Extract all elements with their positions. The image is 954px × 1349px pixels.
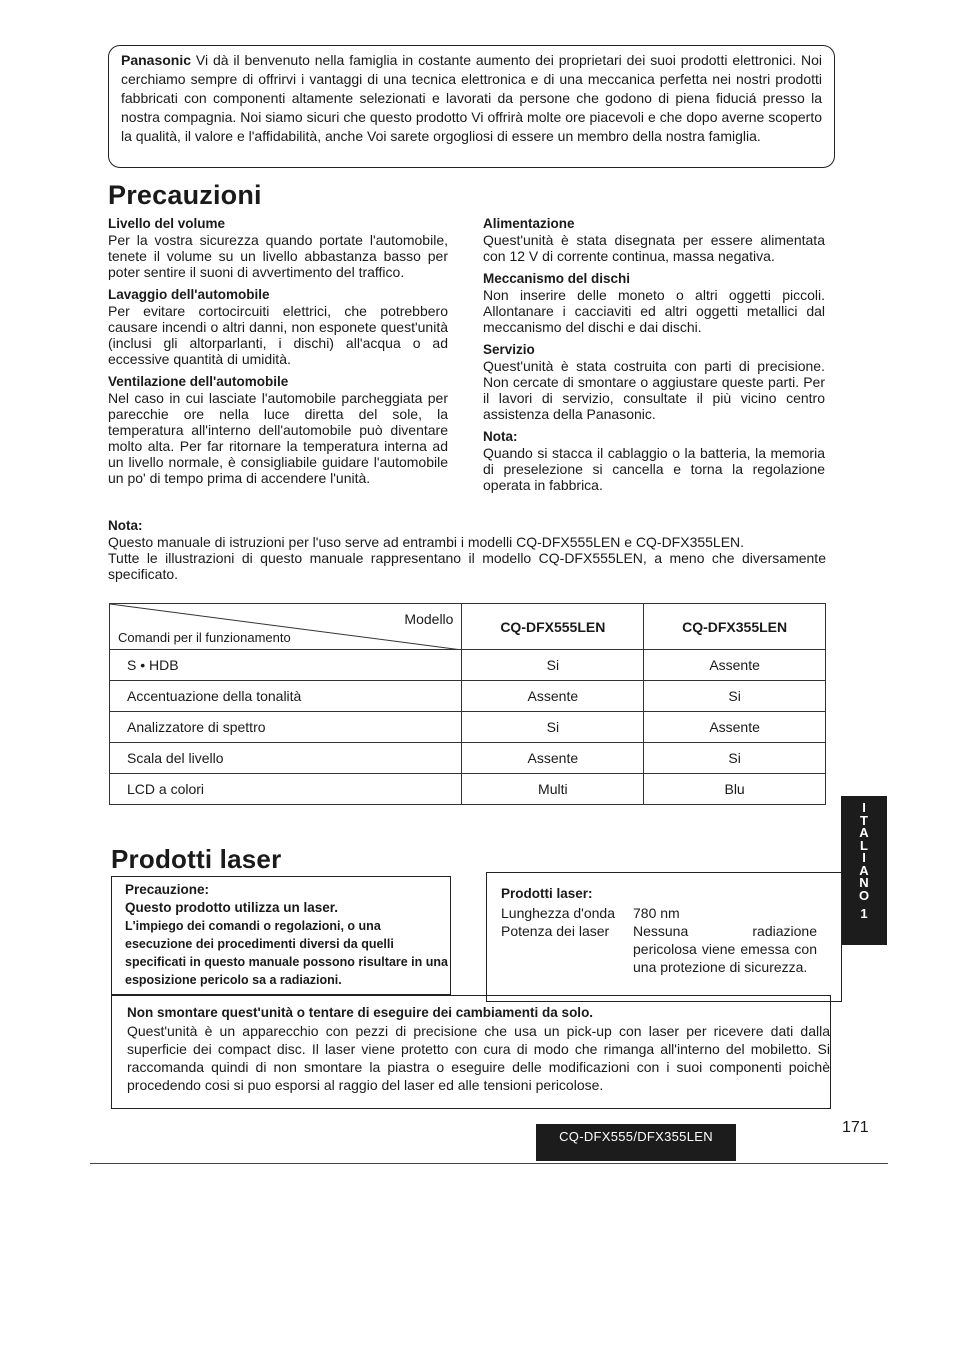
value-cell: Si xyxy=(462,712,644,743)
intro-text: Vi dà il benvenuto nella famiglia in costante aumento dei proprietari dei suoi prodotti elettronici. Noi cerchiamo sempre di offrirvi i vantaggi di una tecnica elettronica e di una meccanica perfetta nei nostri prodotti fabbricati con componenti altamente selezionati e lavorati da persone che godono di piena fiduciá presso la nostra compagnia. Noi siamo sicuri che questo prodotto Vi offrirà molte ore piacevoli e che dopo averne scoperto la qualità, il valore e l'affidabilità, anche Voi sarete orgogliosi di essere un membro della nostra famiglia. xyxy=(121,52,822,144)
spec-row xyxy=(501,904,817,922)
value-cell: Si xyxy=(644,743,826,774)
tab-section-number: 1 xyxy=(860,906,868,921)
tab-letter: A xyxy=(859,825,869,840)
corner-label-comandi: Comandi per il funzionamento xyxy=(118,630,291,645)
section-heading: Livello del volume xyxy=(108,216,226,231)
column-header: CQ-DFX355LEN xyxy=(644,604,826,650)
tab-letter: O xyxy=(858,887,870,903)
section-body: Quest'unità è stata disegnata per essere alimentata con 12 V di corrente continua, massa negativa. xyxy=(483,232,825,264)
warning-heading: Precauzione: xyxy=(125,882,210,897)
section-alimentazione xyxy=(483,216,825,264)
table-corner-cell xyxy=(110,604,462,650)
value-cell: Assente xyxy=(462,743,644,774)
spec-key: Lunghezza d'onda xyxy=(501,905,615,921)
feature-cell: Scala del livello xyxy=(110,743,462,774)
section-heading: Alimentazione xyxy=(483,216,575,231)
value-cell: Si xyxy=(644,681,826,712)
tab-letter: N xyxy=(859,875,869,890)
spec-value: 780 nm xyxy=(633,905,680,921)
tab-letter: T xyxy=(860,812,868,828)
tab-letter: L xyxy=(860,837,868,853)
model-comparison-table xyxy=(109,603,826,805)
value-cell: Assente xyxy=(644,712,826,743)
tab-letter: A xyxy=(859,862,869,878)
service-body: Quest'unità è un apparecchio con pezzi di precisione che usa un pick-up con laser per ricevere dati dalla superficie dei compact disc. Il laser viene protetto con cura di modo che rimanga all'interno del mobiletto. Si raccomanda quindi di non smontare la piastra o eseguire delle modificazioni con i suoi componenti poichè procedendo cosi si puo esporsi al raggio del laser ed alle tensioni pericolose. xyxy=(127,1023,830,1093)
table-row xyxy=(110,650,826,681)
section-meccanismo xyxy=(483,271,825,335)
table-row xyxy=(110,712,826,743)
feature-cell: Accentuazione della tonalità xyxy=(110,681,462,712)
spec-value: Nessuna radiazione pericolosa viene emessa con una protezione di sicurezza. xyxy=(633,923,817,975)
value-cell: Assente xyxy=(462,681,644,712)
intro-paragraph xyxy=(121,51,822,146)
section-body: Quest'unità è stata costruita con parti di precisione. Non cercate di smontare o aggiustare queste parti. Per il lavori di servizio, consultate il più vicino centro assistenza della Panasonic. xyxy=(483,358,825,422)
language-side-tab xyxy=(841,796,887,945)
section-heading: Nota: xyxy=(483,429,518,444)
table-header-row xyxy=(110,604,826,650)
section-heading: Servizio xyxy=(483,342,535,357)
corner-label-modello: Modello xyxy=(404,611,454,627)
table-row xyxy=(110,743,826,774)
value-cell: Si xyxy=(462,650,644,681)
laser-title: Prodotti laser xyxy=(111,844,282,874)
value-cell: Multi xyxy=(462,774,644,805)
footer-model-badge: CQ-DFX555/DFX355LEN xyxy=(536,1124,736,1161)
note-line-2: Tutte le illustrazioni di questo manuale rappresentano il modello CQ-DFX555LEN, a meno che diversamente specificato. xyxy=(108,550,826,582)
section-nota-right xyxy=(483,429,825,493)
section-body: Non inserire delle moneto o altri oggetti piccoli. Allontanare i cacciaviti ed altri oggetti metallici dal meccanismo del dischi e dai dischi. xyxy=(483,287,825,335)
feature-cell: S • HDB xyxy=(110,650,462,681)
section-heading: Lavaggio dell'automobile xyxy=(108,287,270,302)
page-number: 171 xyxy=(842,1119,869,1136)
spec-heading: Prodotti laser: xyxy=(501,886,593,901)
section-heading: Meccanismo del dischi xyxy=(483,271,631,286)
laser-warning-box xyxy=(111,876,451,995)
section-body: Per la vostra sicurezza quando portate l'automobile, tenete il volume su un livello abbastanza basso per poter sentire il suoni di avvertimento del traffico. xyxy=(108,232,448,280)
section-body: Per evitare cortocircuiti elettrici, che potrebbero causare incendi o altri danni, non esponete quest'unità (inclusi gli altorparlanti, i dischi) all'acqua o ad eccessive quantità di umidità. xyxy=(108,303,448,367)
warning-line: Questo prodotto utilizza un laser. xyxy=(125,900,339,915)
intro-box xyxy=(108,45,835,168)
precauzioni-right-column xyxy=(483,216,825,500)
spec-key: Potenza dei laser xyxy=(501,923,610,939)
note-line-1: Questo manuale di istruzioni per l'uso serve ad entrambi i modelli CQ-DFX555LEN e CQ-DFX355LEN. xyxy=(108,534,745,550)
section-volume xyxy=(108,216,448,280)
column-header: CQ-DFX555LEN xyxy=(462,604,644,650)
section-lavaggio xyxy=(108,287,448,367)
note-heading: Nota: xyxy=(108,518,143,533)
spec-row xyxy=(501,922,817,976)
precauzioni-title: Precauzioni xyxy=(108,180,262,210)
spec-table xyxy=(501,904,817,976)
section-body: Nel caso in cui lasciate l'automobile parcheggiata per parecchie ore nella luce diretta del sole, la temperatura all'interno dell'automobile può diventare molto alta. Per far ritornare la temperatura interna ad un livello normale, è consigliabile guidare l'automobile un po' di tempo prima di accendere l'unità. xyxy=(108,390,448,486)
precauzioni-left-column xyxy=(108,216,448,493)
section-ventilazione xyxy=(108,374,448,486)
feature-cell: LCD a colori xyxy=(110,774,462,805)
service-heading: Non smontare quest'unità o tentare di eseguire dei cambiamenti da solo. xyxy=(127,1005,594,1020)
table-row xyxy=(110,681,826,712)
section-body: Quando si stacca il cablaggio o la batteria, la memoria di preselezione si cancella e torna la regolazione operata in fabbrica. xyxy=(483,445,825,493)
value-cell: Assente xyxy=(644,650,826,681)
section-servizio xyxy=(483,342,825,422)
warning-body: L'impiego dei comandi o regolazioni, o una esecuzione dei procedimenti diversi da quelli specificati in questo manuale possono risultare in una esposizione pericolo sa a radiazioni. xyxy=(125,919,448,987)
laser-service-box xyxy=(111,995,831,1109)
tab-letter: I xyxy=(862,850,866,865)
intro-brand: Panasonic xyxy=(121,52,192,68)
note-block xyxy=(108,518,826,582)
laser-spec-box xyxy=(486,872,842,1002)
tab-letter: I xyxy=(862,800,866,815)
value-cell: Blu xyxy=(644,774,826,805)
feature-cell: Analizzatore di spettro xyxy=(110,712,462,743)
table-row xyxy=(110,774,826,805)
section-heading: Ventilazione dell'automobile xyxy=(108,374,289,389)
footer-rule xyxy=(90,1163,888,1164)
